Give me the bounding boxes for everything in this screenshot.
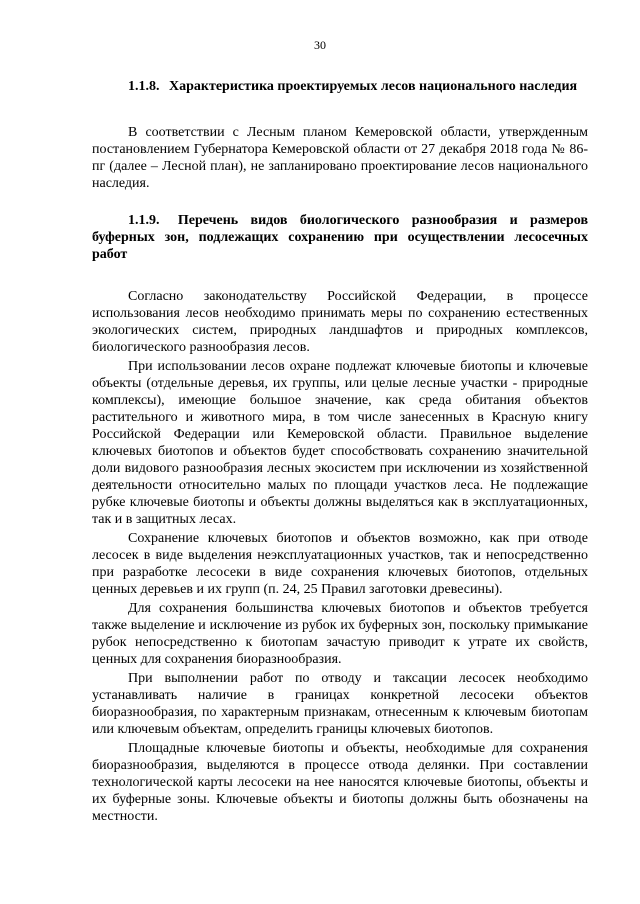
section-title: Характеристика проектируемых лесов национального наследия bbox=[169, 79, 578, 94]
paragraph: Для сохранения большинства ключевых биотопов и объектов требуется также выделение и исключение из рубок их буферных зон, поскольку примыкание рубок непосредственно к биотопам зачастую приводит к утрате их свойств, ценных для сохранения биоразнообразия. bbox=[92, 601, 588, 667]
paragraph: В соответствии с Лесным планом Кемеровской области, утвержденным постановлением Губернатора Кемеровской области от 27 декабря 2018 года № 86-пг (далее – Лесной план), не запланировано проектирование лесов национального наследия. bbox=[92, 125, 588, 191]
page-number: 30 bbox=[314, 38, 326, 52]
section-number: 1.1.8. bbox=[128, 79, 160, 94]
section-heading-1-1-8 bbox=[92, 78, 588, 95]
section-title: Перечень видов биологического разнообразия и размеров буферных зон, подлежащих сохранению при осуществлении лесосечных работ bbox=[92, 213, 589, 262]
paragraph: При выполнении работ по отводу и таксации лесосек необходимо устанавливать наличие в границах конкретной лесосеки объектов биоразнообразия, по характерным признакам, отнесенным к ключевым биотопам или ключевым объектам, определить границы ключевых биотопов. bbox=[92, 671, 588, 737]
paragraph: При использовании лесов охране подлежат ключевые биотопы и ключевые объекты (отдельные деревья, их группы, или целые лесные участки - природные комплексы), имеющие большое значение, как среда обитания объектов растительного и животного мира, в том числе занесенных в Красную книгу Российской Федерации или Кемеровской области. Правильное выделение ключевых биотопов и объектов будет способствовать сохранению значительной доли видового разнообразия лесных экосистем при исключении из хозяйственной деятельности относительно малых по площади участков леса. Не подлежащие рубке ключевые биотопы и объекты должны выделяться как в эксплуатационных, так и в защитных лесах. bbox=[92, 359, 588, 527]
page-content bbox=[92, 78, 588, 825]
paragraph: Сохранение ключевых биотопов и объектов возможно, как при отводе лесосек в виде выделения неэксплуатационных участков, так и непосредственно при разработке лесосеки в виде сохранения ключевых биотопов, отдельных ценных деревьев и их групп (п. 24, 25 Правил заготовки древесины). bbox=[92, 531, 588, 597]
paragraph: Согласно законодательству Российской Федерации, в процессе использования лесов необходимо принимать меры по сохранению естественных экологических систем, природных ландшафтов и природных комплексов, биологического разнообразия лесов. bbox=[92, 289, 588, 355]
paragraph: Площадные ключевые биотопы и объекты, необходимые для сохранения биоразнообразия, выделяются в процессе отвода делянки. При составлении технологической карты лесосеки на нее наносятся ключевые биотопы, объекты и их буферные зоны. Ключевые объекты и биотопы должны быть обозначены на местности. bbox=[92, 741, 588, 824]
section-number: 1.1.9. bbox=[128, 213, 160, 228]
section-heading-1-1-9 bbox=[92, 212, 588, 263]
